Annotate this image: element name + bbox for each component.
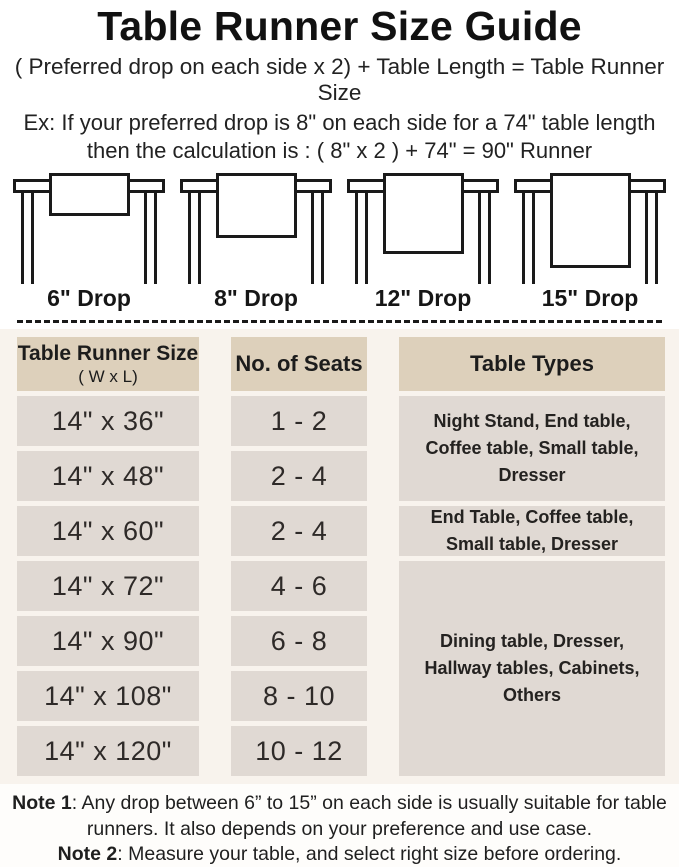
seats-cell: 4 - 6 (231, 561, 367, 611)
table-types-group-medium: End Table, Coffee table, Small table, Dresser (399, 506, 665, 556)
drop-label: 6" Drop (47, 285, 131, 312)
size-cell: 14" x 108" (17, 671, 199, 721)
illustration-15in-drop (514, 172, 666, 312)
seats-cell: 2 - 4 (231, 506, 367, 556)
column-header-runner-size (17, 337, 199, 391)
table-types-group-small: Night Stand, End table, Coffee table, Small table, Dresser (399, 396, 665, 501)
table-runner-12in-drop-icon (347, 172, 499, 284)
note-1-text: : Any drop between 6” to 15” on each side is usually suitable for table runners. It also depends on your preference and use case. (71, 792, 667, 840)
size-table (17, 337, 679, 776)
seats-cell: 1 - 2 (231, 396, 367, 446)
table-runner-6in-drop-icon (13, 172, 165, 284)
size-cell: 14" x 120" (17, 726, 199, 776)
note-1-label: Note 1 (12, 792, 72, 815)
header-subtitle: ( W x L) (78, 366, 138, 386)
column-header-table-types: Table Types (399, 337, 665, 391)
drop-label: 15" Drop (541, 285, 639, 312)
size-cell: 14" x 60" (17, 506, 199, 556)
illustration-6in-drop (13, 172, 165, 312)
note-2 (9, 842, 671, 867)
note-2-text: : Measure your table, and select right size before ordering. (117, 842, 622, 865)
formula-text: ( Preferred drop on each side x 2) + Table Length = Table Runner Size (14, 54, 665, 106)
seats-cell: 6 - 8 (231, 616, 367, 666)
page-title: Table Runner Size Guide (97, 3, 582, 49)
note-2-label: Note 2 (57, 842, 118, 865)
header-block (0, 0, 679, 164)
example-line-2: then the calculation is : ( 8" x 2 ) + 74" = 90" Runner (86, 138, 593, 164)
column-header-seats: No. of Seats (231, 337, 367, 391)
drop-label: 12" Drop (374, 285, 472, 312)
dashed-divider (17, 320, 662, 323)
size-cell: 14" x 90" (17, 616, 199, 666)
seats-cell: 8 - 10 (231, 671, 367, 721)
table-types-group-large: Dining table, Dresser, Hallway tables, Cabinets, Others (399, 561, 665, 776)
size-cell: 14" x 72" (17, 561, 199, 611)
seats-cell: 10 - 12 (231, 726, 367, 776)
size-table-section (0, 329, 679, 784)
table-runner-8in-drop-icon (180, 172, 332, 284)
drop-illustrations (0, 166, 679, 312)
illustration-8in-drop (180, 172, 332, 312)
example-line-1: Ex: If your preferred drop is 8" on each side for a 74" table length (23, 110, 656, 136)
header-title: Table Runner Size (17, 341, 199, 365)
illustration-12in-drop (347, 172, 499, 312)
size-cell: 14" x 36" (17, 396, 199, 446)
note-1 (9, 791, 671, 842)
table-runner-15in-drop-icon (514, 172, 666, 284)
size-cell: 14" x 48" (17, 451, 199, 501)
seats-cell: 2 - 4 (231, 451, 367, 501)
drop-label: 8" Drop (214, 285, 298, 312)
